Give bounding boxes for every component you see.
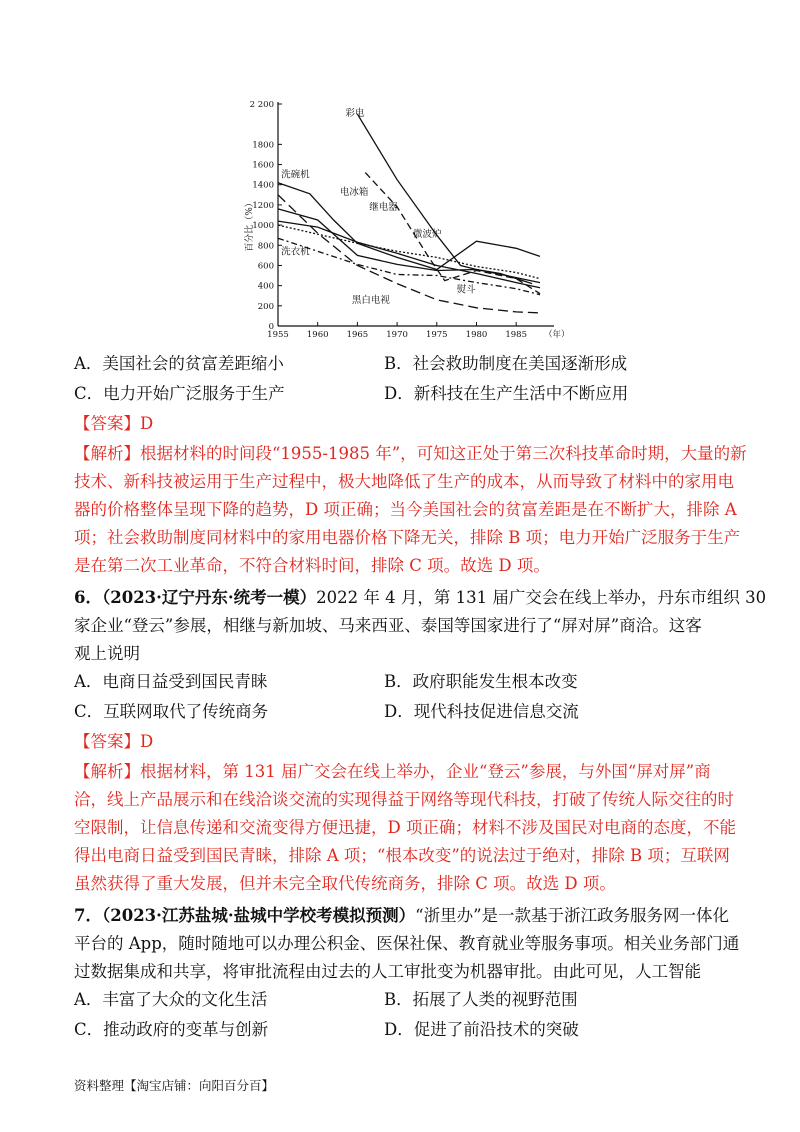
y-tick-label: 1800 [252,140,274,151]
x-tick-label: 1980 [465,330,488,340]
y-tick-label: 200 [257,301,274,312]
q6-option-d: D．现代科技促进信息交流 [384,702,579,721]
y-tick-label: 1200 [252,200,274,211]
series-line-0 [357,114,532,284]
y-tick-label: 600 [257,261,274,272]
q6-analysis-line-5: 虽然获得了重大发展，但并未完全取代传统商务，排除 C 项。故选 D 项。 [74,874,616,893]
series-label: 黑白电视 [351,294,390,306]
q6-option-a: A．电商日益受到国民青睐 [74,672,268,691]
series-line-3 [278,221,540,288]
q6-option-c: C．互联网取代了传统商务 [74,702,269,721]
series-label: 洗衣机 [281,246,310,258]
y-axis-label: 百分比（%） [245,198,255,252]
y-tick-label: 1600 [252,160,274,171]
q6-analysis-line-4: 得出电商日益受到国民青睐，排除 A 项；“根本改变”的说法过于绝对，排除 B 项；互联网 [74,846,730,865]
series-label: 熨斗 [456,284,476,296]
q7-source: （2023·江苏盐城·盐城中学校考模拟预测） [101,906,416,925]
footer-source: 资料整理【淘宝店铺：向阳百分百】 [74,1078,275,1093]
q5-analysis-line-5: 是在第二次工业革命，不符合材料时间，排除 C 项。故选 D 项。 [74,556,550,575]
q5-answer: 【答案】D [74,414,154,433]
q5-analysis-line-2: 技术、新科技被运用于生产过程中，极大地降低了生产的成本，从而导致了材料中的家用电 [74,472,734,491]
y-tick-label: 800 [257,241,274,252]
q6-answer: 【答案】D [74,732,154,751]
q6-stem-line-2: 家企业“登云”参展，相继与新加坡、马来西亚、泰国等国家进行了“屏对屏”商洽。这客 [74,616,702,635]
series-label: 电冰箱 [339,186,369,198]
x-axis-label: （年） [544,330,570,340]
x-tick-label: 1970 [386,330,408,340]
q6-stem-line-3: 观上说明 [74,644,140,663]
y-tick-label: 0 [268,322,274,332]
q6-analysis-line-3: 空限制，让信息传递和交流变得方便迅捷，D 项正确；材料不涉及国民对电商的态度，不能 [74,818,736,837]
q5-option-d: D．新科技在生产生活中不断应用 [384,384,629,403]
x-tick-label: 1985 [505,330,528,340]
q5-analysis-line-1: 【解析】根据材料的时间段“1955-1985 年”，可知这正处于第三次科技革命时期，大量的新 [74,444,747,463]
q6-source: （2023·辽宁丹东·统考一模） [101,588,317,607]
q7-stem-line-1 [74,906,729,926]
q7-stem-line-2: 平台的 App，随时随地可以办理公积金、医保社保、教育就业等服务事项。相关业务部门通 [74,934,740,953]
x-tick-label: 1965 [346,330,369,340]
q6-analysis-line-2: 洽，线上产品展示和在线洽谈交流的实现得益于网络等现代科技，打破了传统人际交往的时 [74,790,734,809]
q7-number: 7． [74,906,102,925]
appliance-price-chart [240,96,570,344]
q7-option-d: D．促进了前沿技术的突破 [384,1020,579,1039]
q5-analysis-line-3: 器的价格整体呈现下降的趋势，D 项正确；当今美国社会的贫富差距是在不断扩大，排除 A [74,500,737,519]
q7-option-b: B．拓展了人类的视野范围 [384,990,578,1009]
q6-stem-line-1 [74,588,766,608]
y-tick-label: 1400 [252,180,274,191]
chart-series [278,114,540,313]
series-line-7 [278,195,540,313]
series-label: 彩电 [345,108,365,120]
series-label: 继电器 [369,201,398,213]
q7-option-c: C．推动政府的变革与创新 [74,1020,269,1039]
y-tick-label: 400 [257,281,274,292]
q5-option-c: C．电力开始广泛服务于生产 [74,384,285,403]
q7-option-a: A．丰富了大众的文化生活 [74,990,268,1009]
y-tick-label: 1000 [252,221,274,232]
q6-stem-text-1: 2022 年 4 月，第 131 届广交会在线上举办，丹东市组织 30 [316,588,767,607]
q7-stem-line-3: 过数据集成和共享，将审批流程由过去的人工审批变为机器审批。由此可见，人工智能 [74,962,701,981]
q5-analysis-line-4: 项；社会救助制度同材料中的家用电器价格下降无关，排除 B 项；电力开始广泛服务于生产 [74,528,741,547]
series-label: 洗碗机 [281,169,310,181]
q6-number: 6． [74,588,102,607]
x-tick-label: 1975 [425,330,448,340]
q5-option-b: B．社会救助制度在美国逐渐形成 [384,354,628,373]
q6-analysis-line-1: 【解析】根据材料，第 131 届广交会在线上举办，企业“登云”参展，与外国“屏对屏”商 [74,762,711,781]
chart-axes [243,100,570,340]
chart-labels [281,107,476,306]
q5-option-a: A．美国社会的贫富差距缩小 [74,354,284,373]
series-label: 微波炉 [412,229,442,241]
series-line-4 [365,173,540,294]
q6-option-b: B．政府职能发生根本改变 [384,672,578,691]
q7-stem-text-1: “浙里办”是一款基于浙江政务服务网一体化 [415,906,730,925]
x-tick-label: 1960 [306,330,329,340]
x-tick-label: 1955 [267,330,289,340]
y-tick-label: 2 200 [249,100,274,110]
